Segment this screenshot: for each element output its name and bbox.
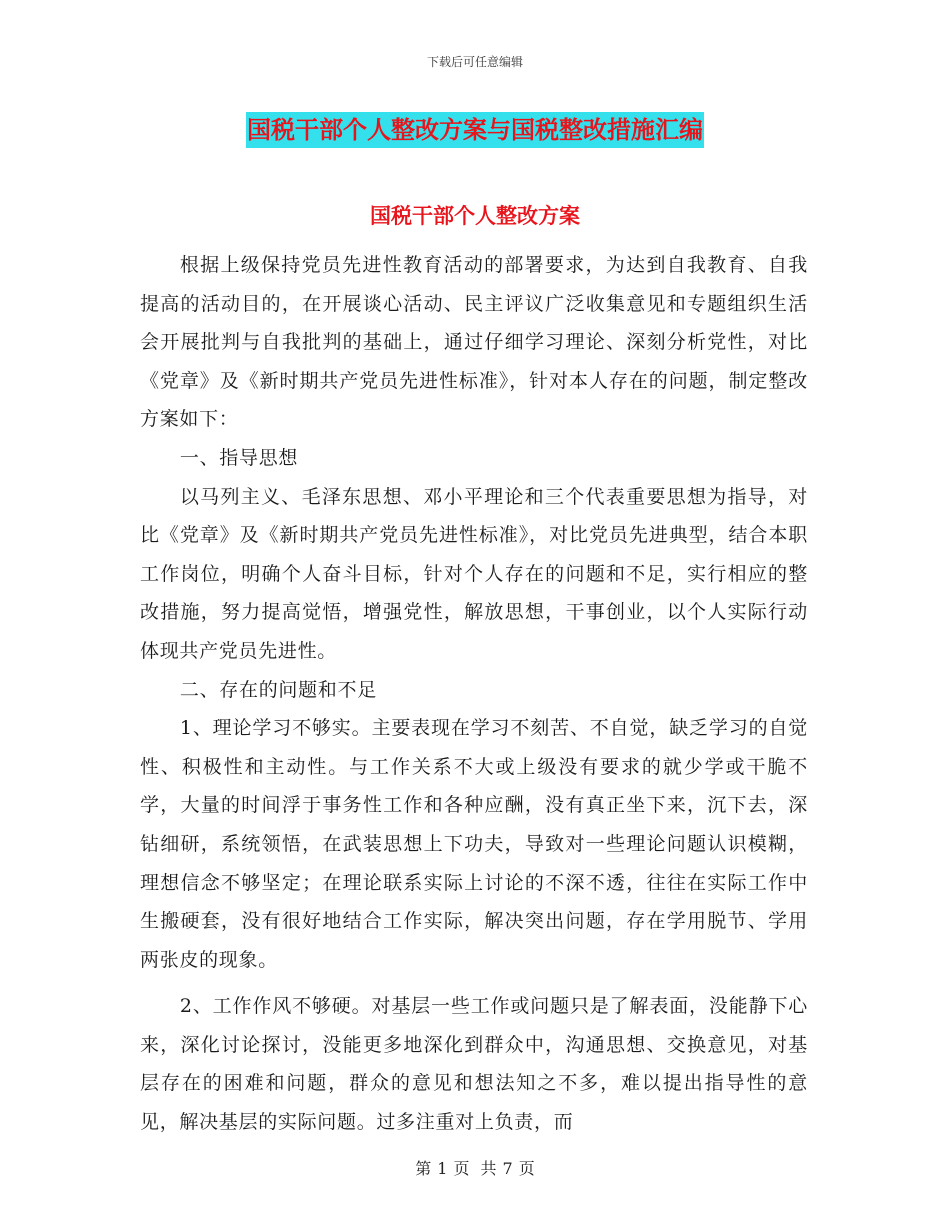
page-total: 7: [502, 1159, 513, 1178]
document-body: [140, 246, 808, 1142]
section-title: 国税干部个人整改方案: [370, 203, 580, 228]
page-mid: 页 共: [453, 1159, 497, 1178]
main-title-container: [0, 112, 950, 148]
paragraph-guiding-ideology: 以马列主义、毛泽东思想、邓小平理论和三个代表重要思想为指导，对比《党章》及《新时期共产党员先进性标准》，对比党员先进典型，结合本职工作岗位，明确个人奋斗目标，针对个人存在的问题和不足，实行相应的整改措施，努力提高觉悟，增强党性，解放思想，干事创业，以个人实际行动体现共产党员先进性。: [140, 485, 808, 662]
heading-problems: 二、存在的问题和不足: [179, 678, 377, 701]
page-prefix: 第: [415, 1159, 432, 1178]
header-note: 下载后可任意编辑: [426, 55, 523, 69]
main-title: 国税干部个人整改方案与国税整改措施汇编: [246, 112, 704, 148]
paragraph-intro: 根据上级保持党员先进性教育活动的部署要求，为达到自我教育、自我提高的活动目的，在开展谈心活动、民主评议广泛收集意见和专题组织生活会开展批判与自我批判的基础上，通过仔细学习理论、深刻分析党性，对比《党章》及《新时期共产党员先进性标准》，针对本人存在的问题，制定整改方案如下：: [140, 254, 808, 431]
paragraph-problem-2: 2、工作作风不够硬。对基层一些工作或问题只是了解表面，没能静下心来，深化讨论探讨，没能更多地深化到群众中，沟通思想、交换意见，对基层存在的困难和问题，群众的意见和想法知之不多，难以提出指导性的意见，解决基层的实际问题。过多注重对上负责，而: [140, 995, 808, 1134]
page-footer: [0, 1156, 950, 1179]
page-current: 1: [437, 1159, 448, 1178]
page-suffix: 页: [518, 1159, 535, 1178]
paragraph-problem-1: 1、理论学习不够实。主要表现在学习不刻苦、不自觉，缺乏学习的自觉性、积极性和主动性。与工作关系不大或上级没有要求的就少学或干脆不学，大量的时间浮于事务性工作和各种应酬，没有真正坐下来，沉下去，深钻细研，系统领悟，在武装思想上下功夫，导致对一些理论问题认识模糊，理想信念不够坚定；在理论联系实际上讨论的不深不透，往往在实际工作中生搬硬套，没有很好地结合工作实际，解决突出问题，存在学用脱节、学用两张皮的现象。: [140, 717, 808, 971]
heading-guiding-ideology: 一、指导思想: [179, 446, 299, 469]
